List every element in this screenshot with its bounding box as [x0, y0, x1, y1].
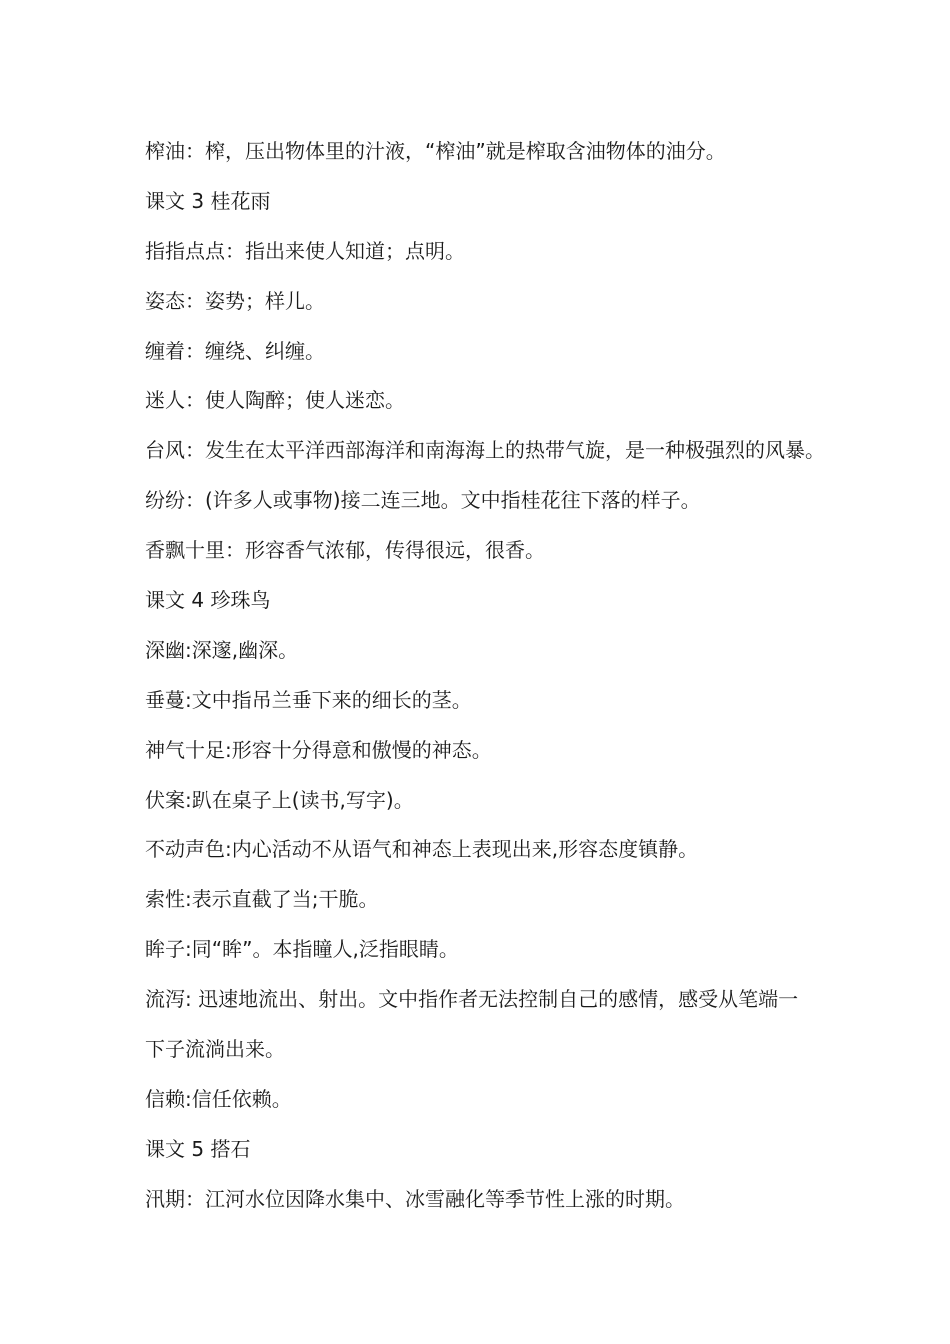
text-line: 香飘十里：形容香气浓郁，传得很远，很香。 — [145, 538, 545, 563]
text-line-continuation: 下子流淌出来。 — [145, 1037, 285, 1062]
text-line: 台风：发生在太平洋西部海洋和南海海上的热带气旋，是一种极强烈的风暴。 — [145, 438, 825, 463]
text-line: 垂蔓:文中指吊兰垂下来的细长的茎。 — [145, 687, 472, 712]
text-line: 汛期：江河水位因降水集中、冰雪融化等季节性上涨的时期。 — [145, 1186, 685, 1211]
text-line: 流泻: 迅速地流出、射出。文中指作者无法控制自己的感情，感受从笔端一 — [145, 987, 799, 1012]
section-heading: 课文 3 桂花雨 — [145, 188, 271, 213]
text-line: 眸子:同“眸”。本指瞳人,泛指眼睛。 — [145, 937, 459, 962]
section-heading: 课文 5 搭石 — [145, 1136, 251, 1161]
text-line: 深幽:深邃,幽深。 — [145, 637, 299, 662]
section-heading: 课文 4 珍珠鸟 — [145, 588, 271, 613]
text-line: 不动声色:内心活动不从语气和神态上表现出来,形容态度镇静。 — [145, 837, 699, 862]
text-line: 指指点点：指出来使人知道；点明。 — [145, 238, 465, 263]
text-line: 纷纷：(许多人或事物)接二连三地。文中指桂花往下落的样子。 — [145, 488, 701, 513]
text-line: 神气十足:形容十分得意和傲慢的神态。 — [145, 737, 492, 762]
text-line: 伏案:趴在桌子上(读书,写字)。 — [145, 787, 414, 812]
text-line: 迷人：使人陶醉；使人迷恋。 — [145, 388, 405, 413]
text-line: 榨油：榨，压出物体里的汁液，“榨油”就是榨取含油物体的油分。 — [145, 139, 726, 163]
text-body — [145, 134, 835, 1232]
text-line: 信赖:信任依赖。 — [145, 1086, 292, 1111]
text-line: 缠着：缠绕、纠缠。 — [145, 338, 325, 363]
text-line: 姿态：姿势；样儿。 — [145, 288, 325, 313]
text-line: 索性:表示直截了当;干脆。 — [145, 887, 379, 912]
